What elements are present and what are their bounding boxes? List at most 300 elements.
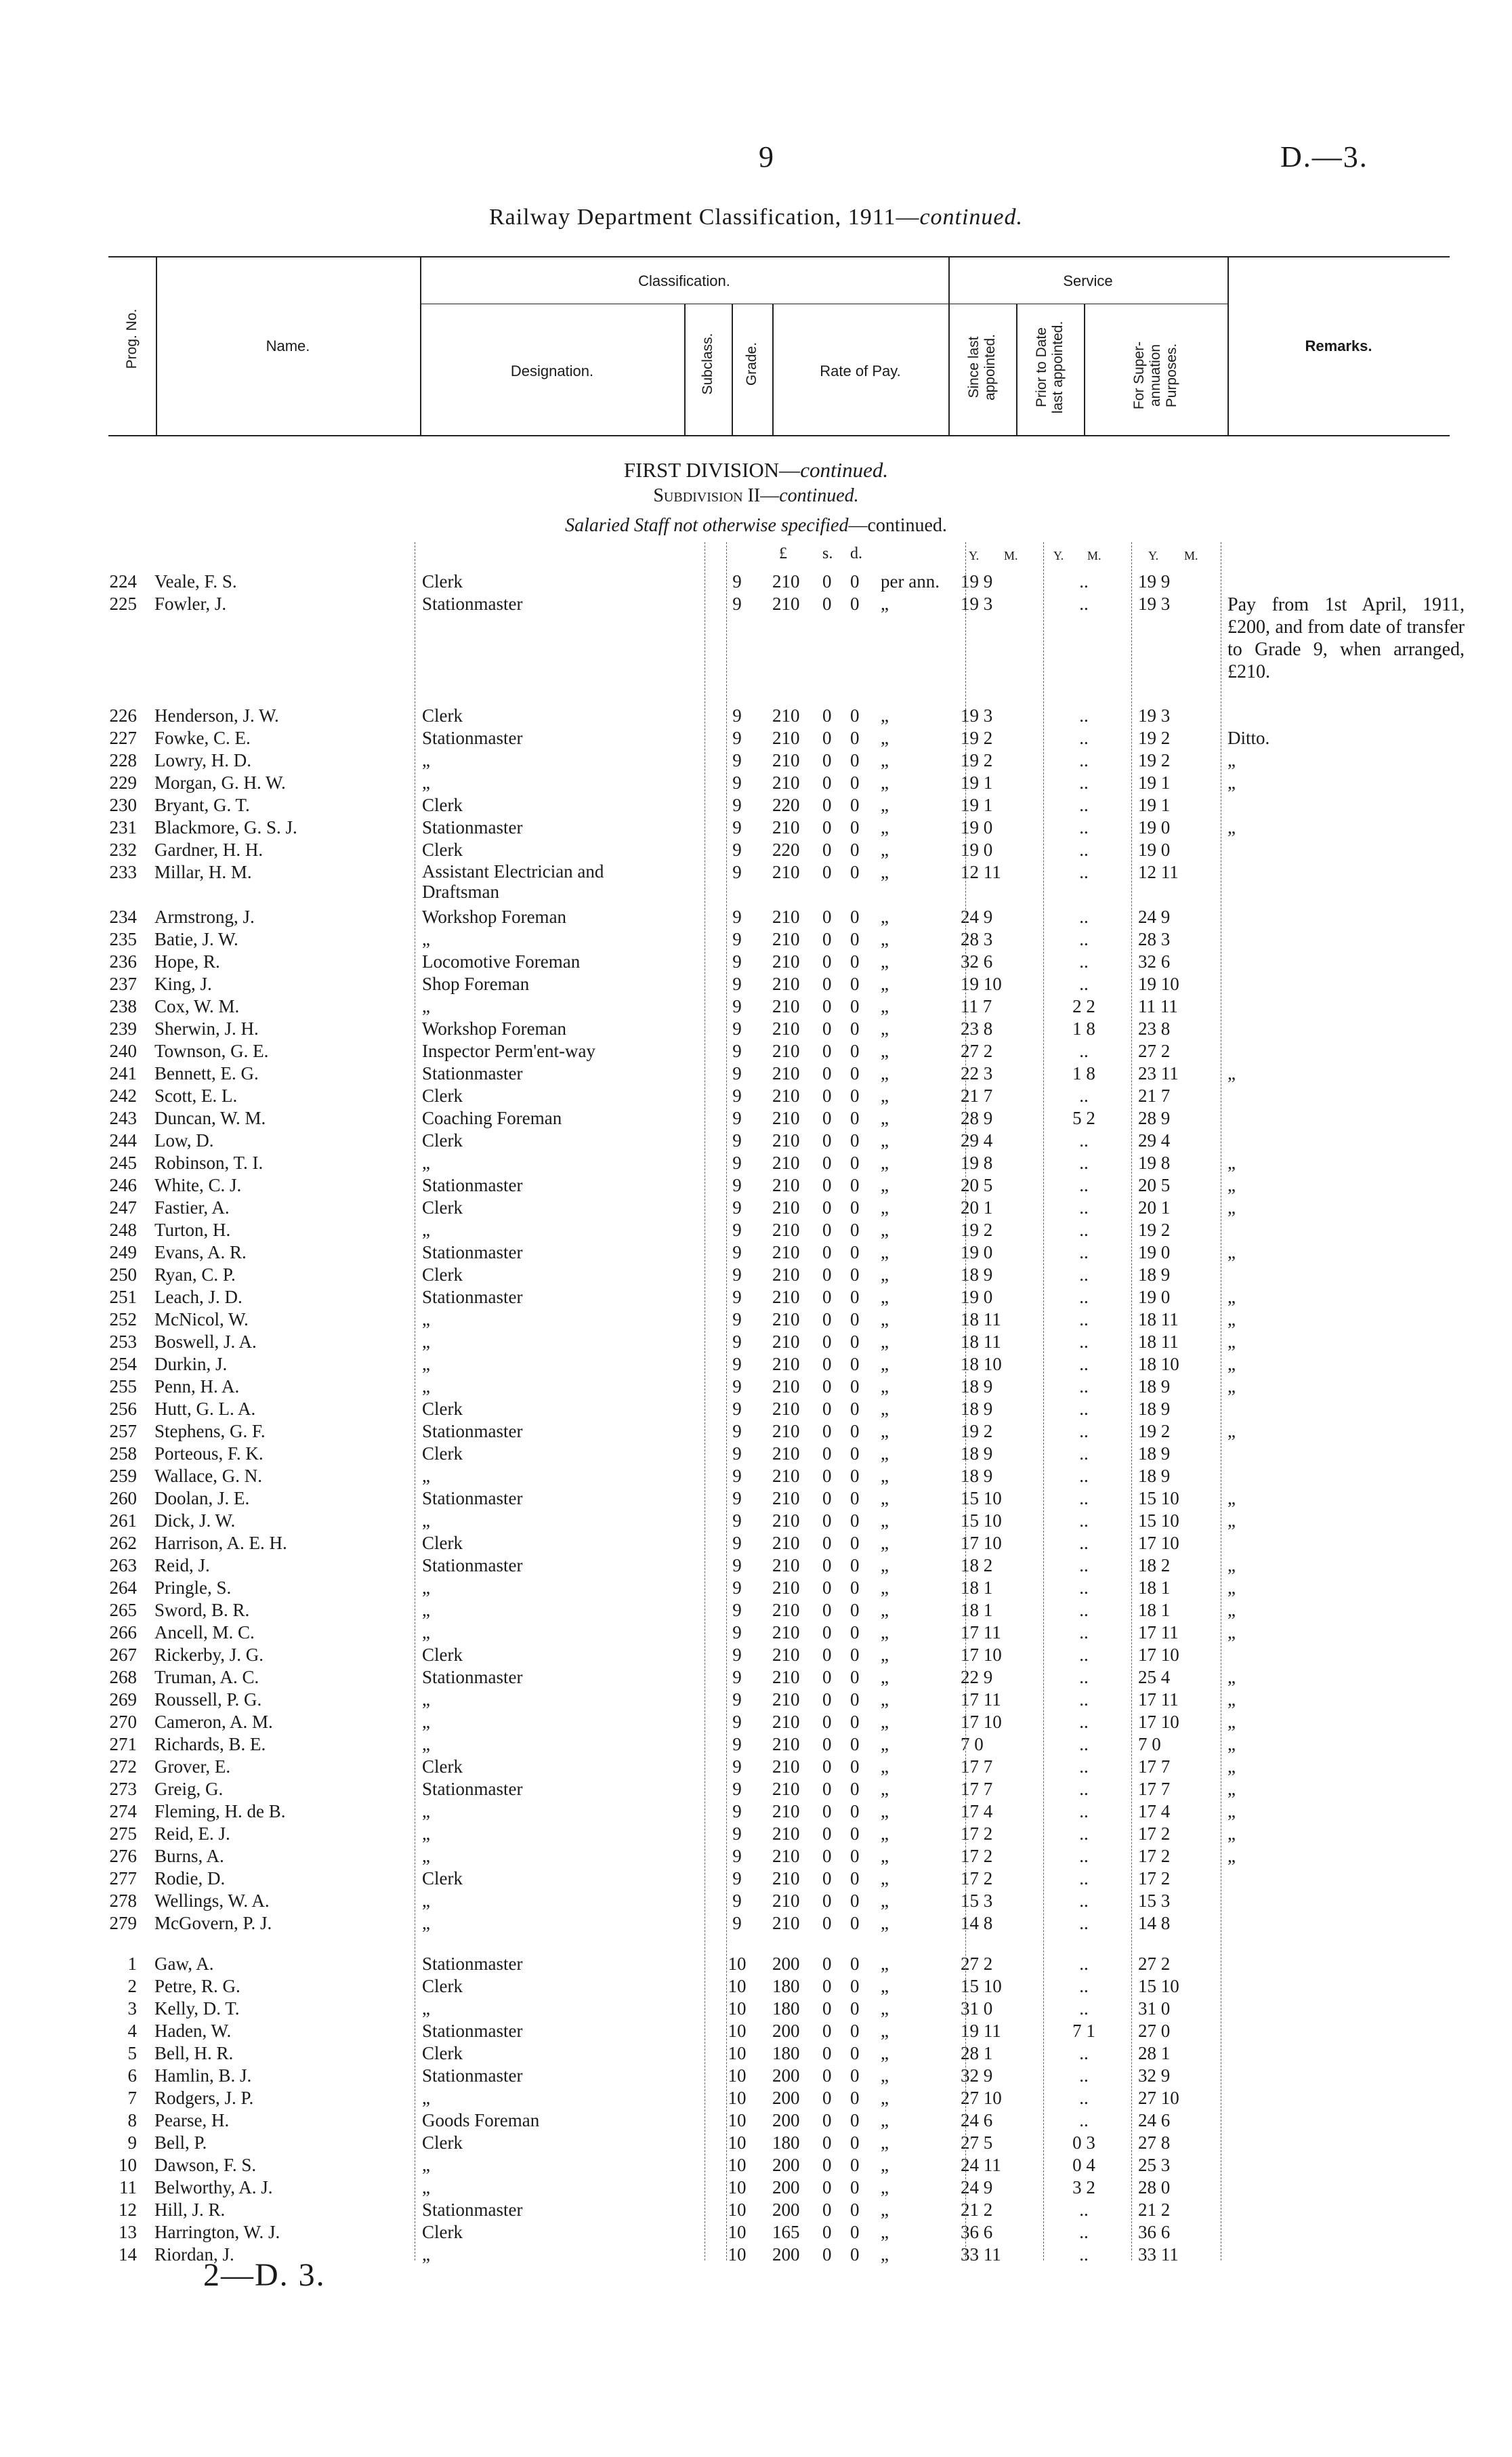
designation: Clerk (422, 795, 463, 815)
grade: 9 (732, 951, 742, 972)
remark: „ (1227, 1376, 1236, 1397)
grade: 10 (728, 2065, 747, 2086)
service-superannuation: 17 7 (1138, 1756, 1171, 1777)
pence-unit: d. (850, 545, 862, 562)
designation: „ (422, 1689, 430, 1710)
grade: 9 (732, 1801, 742, 1821)
prog-no: 4 (127, 2021, 137, 2041)
prog-no: 269 (109, 1689, 137, 1710)
pay-pounds: 210 (772, 1220, 800, 1240)
pay-pounds: 210 (772, 1108, 800, 1128)
service-prior: .. (1079, 1086, 1089, 1106)
prog-no: 275 (109, 1823, 137, 1844)
service-superannuation: 36 6 (1138, 2222, 1171, 2242)
remark: „ (1227, 1354, 1236, 1374)
classification-header: Classification. (638, 272, 730, 289)
service-since-last: 15 10 (961, 1510, 1002, 1531)
prog-no: 262 (109, 1533, 137, 1553)
designation: Clerk (422, 1533, 463, 1553)
remark: „ (1227, 1287, 1236, 1307)
service-since-last: 20 5 (961, 1175, 993, 1195)
prog-no: 242 (109, 1086, 137, 1106)
designation: „ (422, 1331, 430, 1352)
table-row (0, 1689, 1512, 1711)
service-superannuation: 19 3 (1138, 594, 1171, 614)
pay-shillings: 0 (822, 1041, 832, 1061)
grade: 9 (732, 840, 742, 860)
remark: „ (1227, 1600, 1236, 1620)
grade: 9 (732, 772, 742, 793)
staff-name: Hamlin, B. J. (154, 2065, 252, 2086)
table-row (0, 1912, 1512, 1935)
service-superannuation: 12 11 (1138, 862, 1179, 882)
service-since-last: 12 11 (961, 862, 1001, 882)
prog-no: 234 (109, 907, 137, 927)
service-since-last: 19 11 (961, 2021, 1001, 2041)
prog-no: 249 (109, 1242, 137, 1262)
grade: 9 (732, 1153, 742, 1173)
designation: Stationmaster (422, 1063, 523, 1083)
pay-shillings: 0 (822, 1063, 832, 1083)
table-row (0, 1867, 1512, 1890)
grade: 10 (728, 1976, 747, 1996)
table-row (0, 794, 1512, 817)
pay-shillings: 0 (822, 1891, 832, 1911)
column-guide (726, 542, 727, 2260)
grade: 9 (732, 750, 742, 770)
service-prior: 3 2 (1072, 2177, 1095, 2197)
pay-pence: 0 (850, 996, 860, 1016)
designation: Clerk (422, 2222, 463, 2242)
pay-period: „ (881, 1063, 889, 1083)
grade: 9 (732, 1242, 742, 1262)
grade: 9 (732, 1891, 742, 1911)
service-since-last: 19 9 (961, 571, 993, 592)
grade: 10 (728, 2110, 747, 2130)
since-last-header: Since last appointed. (966, 333, 998, 401)
column-guide (1043, 542, 1044, 2260)
pay-shillings: 0 (822, 1600, 832, 1620)
prog-no: 270 (109, 1712, 137, 1732)
remark: „ (1227, 1309, 1236, 1329)
pay-pounds: 210 (772, 817, 800, 838)
prog-no: 248 (109, 1220, 137, 1240)
pay-pence: 0 (850, 840, 860, 860)
table-row (0, 951, 1512, 973)
pay-pounds: 200 (772, 2155, 800, 2175)
table-row (0, 1666, 1512, 1689)
staff-name: Fowke, C. E. (154, 728, 251, 748)
table-row (0, 2154, 1512, 2176)
pay-shillings: 0 (822, 705, 832, 726)
pay-shillings: 0 (822, 1130, 832, 1151)
pay-shillings: 0 (822, 2155, 832, 2175)
remark: „ (1227, 1197, 1236, 1218)
table-row (0, 1040, 1512, 1062)
footer-reference: 2—D. 3. (203, 2257, 326, 2293)
grade: 9 (732, 1466, 742, 1486)
pay-period: „ (881, 705, 889, 726)
staff-name: Turton, H. (154, 1220, 231, 1240)
remark: „ (1227, 817, 1236, 838)
pay-period: „ (881, 772, 889, 793)
prog-no: 266 (109, 1622, 137, 1643)
designation: Clerk (422, 1976, 463, 1996)
service-since-last: 19 0 (961, 840, 993, 860)
grade: 9 (732, 1756, 742, 1777)
prog-no: 232 (109, 840, 137, 860)
service-prior: .. (1079, 1264, 1089, 1285)
prog-no: 238 (109, 996, 137, 1016)
prog-no: 260 (109, 1488, 137, 1508)
pay-pence: 0 (850, 2088, 860, 2108)
grade: 9 (732, 1600, 742, 1620)
pay-pounds: 210 (772, 772, 800, 793)
remark: „ (1227, 1555, 1236, 1575)
table-row (0, 1890, 1512, 1912)
pay-shillings: 0 (822, 1533, 832, 1553)
pay-pence: 0 (850, 1466, 860, 1486)
pay-pounds: 210 (772, 1063, 800, 1083)
service-prior: 2 2 (1072, 996, 1095, 1016)
pay-pence: 0 (850, 1510, 860, 1531)
staff-name: Pearse, H. (154, 2110, 230, 2130)
pay-period: „ (881, 2244, 889, 2265)
prog-no: 274 (109, 1801, 137, 1821)
service-prior: .. (1079, 1399, 1089, 1419)
grade: 9 (732, 1354, 742, 1374)
designation: „ (422, 1309, 430, 1329)
designation: Clerk (422, 1443, 463, 1464)
service-since-last: 19 0 (961, 1242, 993, 1262)
service-header: Service (1063, 272, 1113, 289)
pay-pence: 0 (850, 974, 860, 994)
pay-pounds: 210 (772, 1399, 800, 1419)
service-since-last: 17 10 (961, 1712, 1002, 1732)
pay-shillings: 0 (822, 1309, 832, 1329)
grade: 10 (728, 1998, 747, 2019)
pay-pounds: 200 (772, 1954, 800, 1974)
service-since-last: 21 2 (961, 2200, 993, 2220)
pay-pounds: 210 (772, 1421, 800, 1441)
pay-pence: 0 (850, 2244, 860, 2265)
staff-name: Truman, A. C. (154, 1667, 259, 1687)
pay-pence: 0 (850, 2021, 860, 2041)
service-prior: .. (1079, 1913, 1089, 1933)
staff-name: Armstrong, J. (154, 907, 255, 927)
prog-no: 267 (109, 1645, 137, 1665)
pay-period: „ (881, 1555, 889, 1575)
pay-pounds: 180 (772, 2043, 800, 2063)
pay-shillings: 0 (822, 1577, 832, 1598)
year-unit: Y. (1053, 549, 1064, 562)
service-prior: .. (1079, 1689, 1089, 1710)
service-prior: .. (1079, 1868, 1089, 1888)
prog-no: 229 (109, 772, 137, 793)
service-since-last: 28 9 (961, 1108, 993, 1128)
designation: „ (422, 1823, 430, 1844)
service-since-last: 11 7 (961, 996, 992, 1016)
service-superannuation: 11 11 (1138, 996, 1178, 1016)
pay-period: „ (881, 2177, 889, 2197)
pay-shillings: 0 (822, 1018, 832, 1039)
service-prior: .. (1079, 1622, 1089, 1643)
pay-period: „ (881, 728, 889, 748)
prog-no: 277 (109, 1868, 137, 1888)
grade: 9 (732, 795, 742, 815)
pay-pounds: 210 (772, 1533, 800, 1553)
service-superannuation: 18 9 (1138, 1443, 1171, 1464)
staff-name: Dawson, F. S. (154, 2155, 257, 2175)
staff-name: Stephens, G. F. (154, 1421, 266, 1441)
remark-fowler: Pay from 1st April, 1911, £200, and from date of transfer to Grade 9, when arranged, £210. (1227, 594, 1465, 682)
service-superannuation: 27 8 (1138, 2132, 1171, 2153)
remark: „ (1227, 1153, 1236, 1173)
designation: „ (422, 1734, 430, 1754)
service-prior: .. (1079, 1443, 1089, 1464)
remarks-header: Remarks. (1305, 337, 1372, 354)
designation: Coaching Foreman (422, 1108, 562, 1128)
pay-period: „ (881, 817, 889, 838)
pay-pence: 0 (850, 1600, 860, 1620)
title-continued: continued. (919, 205, 1024, 230)
grade: 9 (732, 1421, 742, 1441)
designation: Clerk (422, 2043, 463, 2063)
col-divider (732, 304, 733, 435)
designation: Clerk (422, 1756, 463, 1777)
service-superannuation: 19 2 (1138, 1220, 1171, 1240)
service-superannuation: 19 0 (1138, 840, 1171, 860)
pay-pounds: 210 (772, 1823, 800, 1844)
designation: „ (422, 2088, 430, 2108)
division-continued: continued. (800, 458, 889, 482)
pay-shillings: 0 (822, 1264, 832, 1285)
service-since-last: 18 9 (961, 1264, 993, 1285)
table-row (0, 1644, 1512, 1666)
table-row (0, 1241, 1512, 1264)
table-row (0, 2087, 1512, 2109)
designation: Clerk (422, 1197, 463, 1218)
pay-shillings: 0 (822, 2200, 832, 2220)
table-row (0, 1711, 1512, 1733)
remark: „ (1227, 1846, 1236, 1866)
pay-shillings: 0 (822, 1756, 832, 1777)
pay-shillings: 0 (822, 2088, 832, 2108)
pay-shillings: 0 (822, 1998, 832, 2019)
grade: 10 (728, 1954, 747, 1974)
pay-pounds: 210 (772, 1242, 800, 1262)
prog-no: 3 (127, 1998, 137, 2019)
service-since-last: 14 8 (961, 1913, 993, 1933)
table-row (0, 1733, 1512, 1756)
pay-pounds: 210 (772, 1510, 800, 1531)
service-since-last: 18 11 (961, 1331, 1001, 1352)
pay-pence: 0 (850, 1913, 860, 1933)
staff-name: Ancell, M. C. (154, 1622, 255, 1643)
pay-pounds: 210 (772, 1756, 800, 1777)
service-superannuation: 19 1 (1138, 772, 1171, 793)
pay-pence: 0 (850, 1041, 860, 1061)
service-superannuation: 27 10 (1138, 2088, 1179, 2108)
pay-shillings: 0 (822, 2110, 832, 2130)
staff-name: McGovern, P. J. (154, 1913, 272, 1933)
pay-pence: 0 (850, 728, 860, 748)
service-prior: .. (1079, 2043, 1089, 2063)
pay-pence: 0 (850, 1287, 860, 1307)
staff-name: Haden, W. (154, 2021, 232, 2041)
prog-no: 230 (109, 795, 137, 815)
remark: „ (1227, 1689, 1236, 1710)
remark: „ (1227, 1712, 1236, 1732)
designation: „ (422, 1600, 430, 1620)
service-prior: .. (1079, 1998, 1089, 2019)
table-row (0, 1975, 1512, 1998)
pay-shillings: 0 (822, 1287, 832, 1307)
service-since-last: 28 3 (961, 929, 993, 949)
prog-no: 263 (109, 1555, 137, 1575)
staff-name: Grover, E. (154, 1756, 231, 1777)
service-since-last: 24 9 (961, 2177, 993, 2197)
pay-period: „ (881, 2222, 889, 2242)
pay-pounds: 200 (772, 2177, 800, 2197)
staff-name: Henderson, J. W. (154, 705, 279, 726)
service-superannuation: 27 2 (1138, 1041, 1171, 1061)
grade: 9 (732, 571, 742, 592)
pay-period: „ (881, 750, 889, 770)
prog-no: 276 (109, 1846, 137, 1866)
grade: 9 (732, 705, 742, 726)
prog-no: 8 (127, 2110, 137, 2130)
service-prior: .. (1079, 1130, 1089, 1151)
table-row (0, 1554, 1512, 1577)
remark: „ (1227, 1510, 1236, 1531)
pay-shillings: 0 (822, 1976, 832, 1996)
pay-period: „ (881, 1220, 889, 1240)
designation: Goods Foreman (422, 2110, 540, 2130)
remark: „ (1227, 1488, 1236, 1508)
pay-pounds: 180 (772, 1998, 800, 2019)
grade: 9 (732, 1130, 742, 1151)
service-superannuation: 17 2 (1138, 1846, 1171, 1866)
designation: Stationmaster (422, 1954, 523, 1974)
division-heading (0, 458, 1512, 482)
pay-shillings: 0 (822, 862, 832, 882)
pay-pounds: 210 (772, 571, 800, 592)
pay-pence: 0 (850, 2155, 860, 2175)
staff-name: Greig, G. (154, 1779, 224, 1799)
table-row (0, 1443, 1512, 1465)
grade: 9 (732, 907, 742, 927)
prog-no: 254 (109, 1354, 137, 1374)
pay-period: „ (881, 1823, 889, 1844)
staff-name: Petre, R. G. (154, 1976, 240, 1996)
pay-pounds: 210 (772, 1577, 800, 1598)
staff-name: Ryan, C. P. (154, 1264, 236, 1285)
staff-name: Riordan, J. (154, 2244, 234, 2265)
pay-shillings: 0 (822, 1108, 832, 1128)
remark: „ (1227, 1779, 1236, 1799)
service-superannuation: 15 10 (1138, 1976, 1179, 1996)
pay-pence: 0 (850, 1823, 860, 1844)
pay-period: „ (881, 1399, 889, 1419)
table-row (0, 1308, 1512, 1331)
service-since-last: 20 1 (961, 1197, 993, 1218)
service-superannuation: 19 8 (1138, 1153, 1171, 1173)
prog-no: 227 (109, 728, 137, 748)
grade: 9 (732, 1086, 742, 1106)
designation: „ (422, 750, 430, 770)
month-unit: M. (1087, 549, 1101, 562)
pay-period: „ (881, 2110, 889, 2130)
designation: Clerk (422, 1130, 463, 1151)
pay-pounds: 210 (772, 1846, 800, 1866)
prog-no: 265 (109, 1600, 137, 1620)
table-row (0, 1599, 1512, 1622)
pay-period: „ (881, 1264, 889, 1285)
pay-shillings: 0 (822, 750, 832, 770)
staff-continued: —continued. (848, 515, 947, 536)
pay-shillings: 0 (822, 996, 832, 1016)
grade: 10 (728, 2244, 747, 2265)
pay-pounds: 210 (772, 1488, 800, 1508)
grade: 9 (732, 1846, 742, 1866)
grade: 9 (732, 862, 742, 882)
staff-name: Bryant, G. T. (154, 795, 250, 815)
pay-period: „ (881, 1954, 889, 1974)
service-since-last: 18 11 (961, 1309, 1001, 1329)
service-prior: .. (1079, 1153, 1089, 1173)
service-superannuation: 17 10 (1138, 1645, 1179, 1665)
prog-no: 231 (109, 817, 137, 838)
prog-no: 268 (109, 1667, 137, 1687)
pay-period: „ (881, 2200, 889, 2220)
service-prior: .. (1079, 951, 1089, 972)
staff-name: Reid, J. (154, 1555, 210, 1575)
table-row (0, 1800, 1512, 1823)
pay-pounds: 210 (772, 1891, 800, 1911)
grade: 9 (732, 1712, 742, 1732)
remark: „ (1227, 1823, 1236, 1844)
service-superannuation: 17 4 (1138, 1801, 1171, 1821)
designation: Stationmaster (422, 1421, 523, 1441)
table-row (0, 1756, 1512, 1778)
pay-shillings: 0 (822, 1331, 832, 1352)
service-since-last: 28 1 (961, 2043, 993, 2063)
service-prior: .. (1079, 571, 1089, 592)
service-since-last: 27 10 (961, 2088, 1002, 2108)
grade: 9 (732, 1287, 742, 1307)
pay-shillings: 0 (822, 1242, 832, 1262)
staff-name: Rodgers, J. P. (154, 2088, 254, 2108)
service-prior: .. (1079, 2110, 1089, 2130)
designation: Stationmaster (422, 594, 523, 614)
grade: 9 (732, 1645, 742, 1665)
prog-no: 246 (109, 1175, 137, 1195)
remark: „ (1227, 1175, 1236, 1195)
name-header: Name. (266, 337, 310, 354)
grade: 9 (732, 1667, 742, 1687)
staff-name: Lowry, H. D. (154, 750, 251, 770)
service-since-last: 17 7 (961, 1756, 993, 1777)
staff-name: Sword, B. R. (154, 1600, 250, 1620)
designation: Stationmaster (422, 2065, 523, 2086)
pay-pence: 0 (850, 705, 860, 726)
pay-pounds: 210 (772, 862, 800, 882)
table-header (108, 256, 1450, 436)
pay-pounds: 210 (772, 907, 800, 927)
staff-name: Low, D. (154, 1130, 214, 1151)
service-superannuation: 18 11 (1138, 1331, 1179, 1352)
